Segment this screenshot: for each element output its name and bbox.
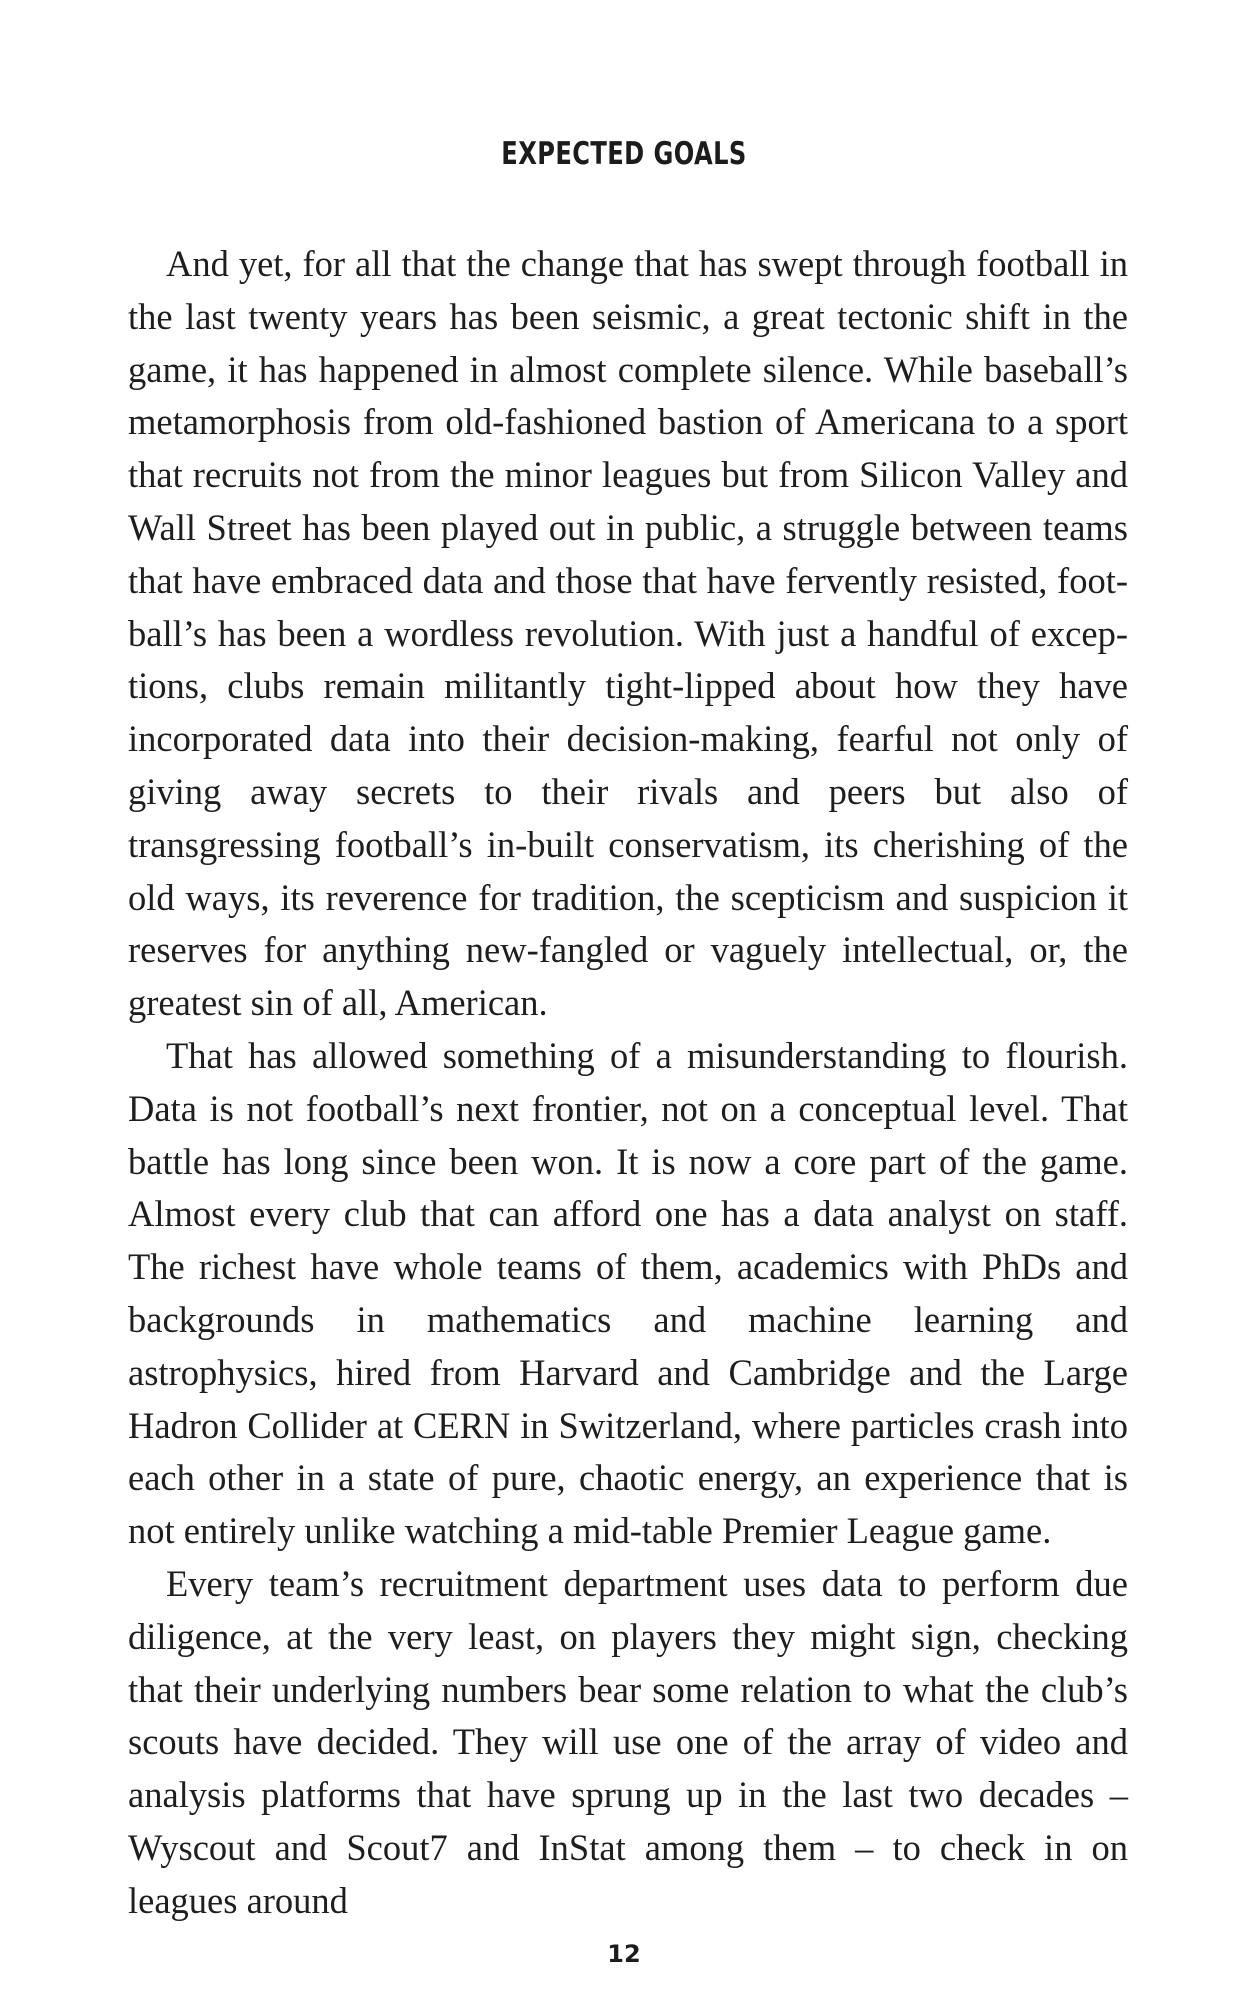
paragraph: That has allowed something of a misunderstanding to flourish. Data is not football’s next frontier, not on a conceptual level. That battle has long since been won. It is now a core part of the game. Almost every club that can afford one has a data analyst on staff. The richest have whole teams of them, academics with PhDs and backgrounds in mathematics and machine learning and astrophysics, hired from Harvard and Cambridge and the Large Hadron Collider at CERN in Switzerland, where particles crash into each other in a state of pure, chaotic energy, an experience that is not entirely unlike watching a mid-table Premier League game. <box>128 1034 1128 1552</box>
paragraph: And yet, for all that the change that has swept through football in the last twenty years has been seismic, a great tectonic shift in the game, it has happened in almost complete silence. While baseball’s metamorphosis from old-fashioned bastion of Americana to a sport that recruits not from the minor leagues but from Silicon Valley and Wall Street has been played out in public, a struggle between teams that have embraced data and those that have fervently resisted, football’s has been a wordless revolution. With just a handful of exceptions, clubs remain militantly tight-lipped about how they have incorporated data into their decision-making, fearful not only of giving away secrets to their rivals and peers but also of transgressing football’s in-built conservatism, its cherishing of the old ways, its reverence for tradition, the scepticism and suspicion it reserves for anything new-fangled or vaguely intellectual, or, the greatest sin of all, American. <box>128 243 1128 1024</box>
page-number: 12 <box>607 1940 641 1968</box>
body-text <box>128 238 1128 1928</box>
running-head: EXPECTED GOALS <box>501 136 747 172</box>
paragraph: Every team’s recruitment department uses data to perform due diligence, at the very least, on players they might sign, checking that their underlying numbers bear some relation to what the club’s scouts have decided. They will use one of the array of video and analysis platforms that have sprung up in the last two decades – Wyscout and Scout7 and InStat among them – to check in on leagues around <box>128 1562 1128 1921</box>
